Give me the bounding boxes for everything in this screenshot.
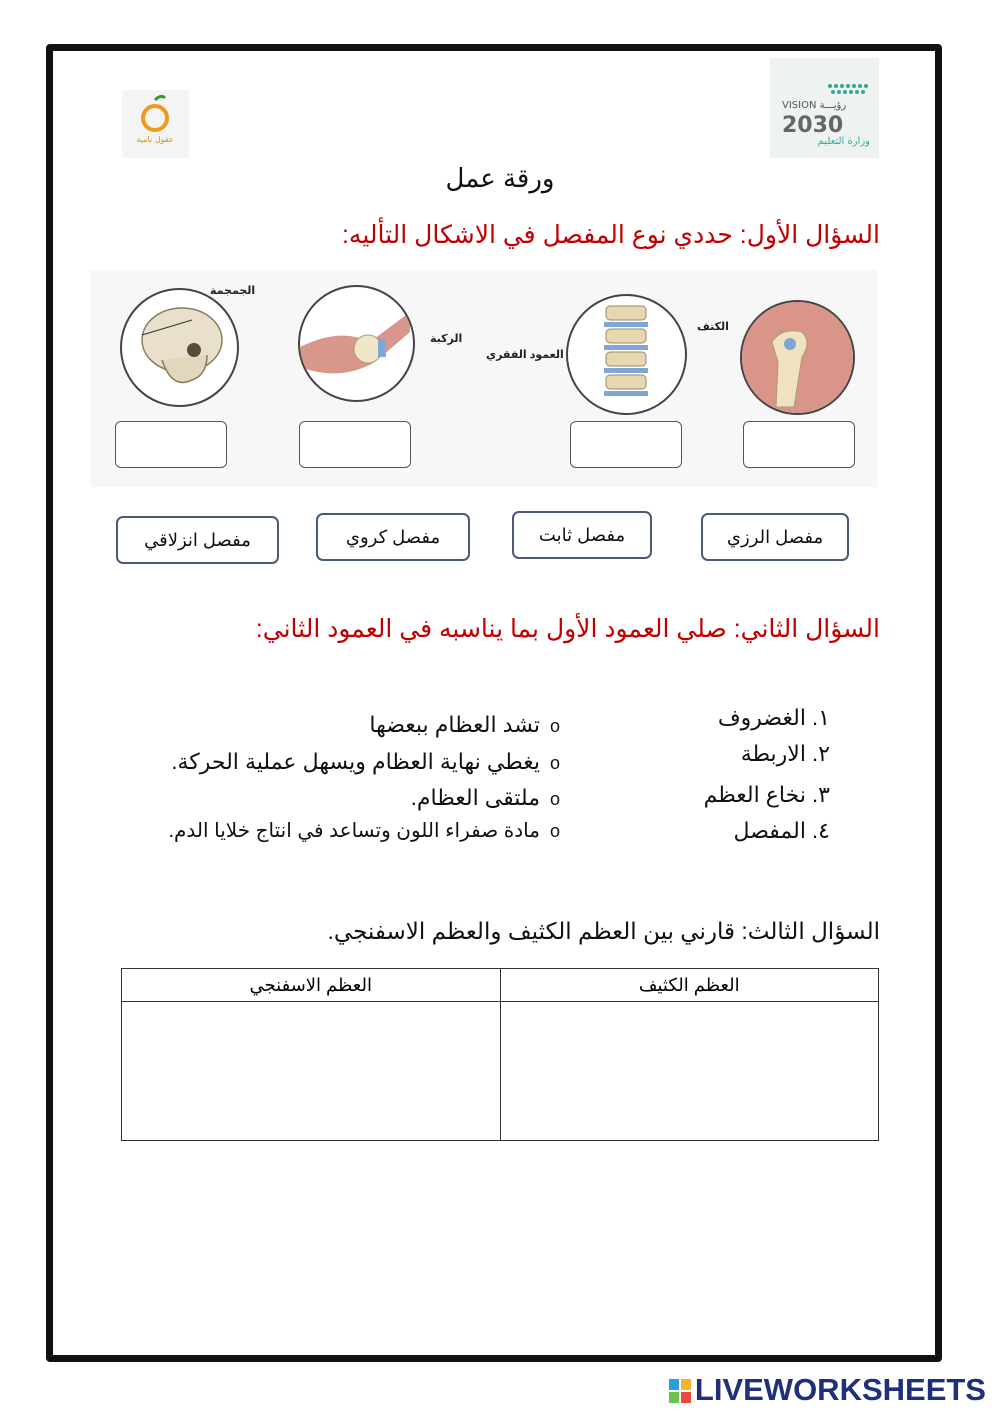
- answer-cell-compact-bone[interactable]: [500, 1002, 879, 1141]
- school-logo-text: عقول نامية: [136, 135, 174, 144]
- school-logo: [122, 90, 189, 158]
- label-spine: العمود الفقري: [486, 349, 564, 361]
- skull-image: [120, 288, 239, 407]
- bullet-icon: o: [549, 821, 560, 841]
- worksheet-title: ورقة عمل: [445, 163, 555, 193]
- joints-figure: [90, 270, 877, 487]
- vision-year: 2030: [782, 113, 844, 138]
- header-spongy-bone: العظم الاسفنجي: [122, 969, 501, 1002]
- question-2-prompt: السؤال الثاني: صلي العمود الأول بما يناسبه في العمود الثاني:: [255, 615, 880, 643]
- answer-box-spine[interactable]: [570, 421, 682, 468]
- column2-item-2: [171, 749, 560, 775]
- column1-item-4: ٤. المفصل: [733, 818, 830, 843]
- bullet-icon: o: [549, 753, 560, 773]
- brand-text: LIVEWORKSHEETS: [694, 1372, 986, 1407]
- vision-text: VISION رؤيـــة: [782, 100, 847, 111]
- question-1-prompt: السؤال الأول: حددي نوع المفصل في الاشكال التأليه:: [341, 221, 880, 249]
- ministry-text: وزارة التعليم: [817, 136, 870, 147]
- liveworksheets-logo-icon: [669, 1375, 691, 1399]
- column2-item-1: [369, 712, 560, 738]
- spine-image: [566, 294, 687, 415]
- column1-item-2: ٢. الاربطة: [740, 741, 830, 766]
- shoulder-image: [740, 300, 855, 415]
- answer-box-skull[interactable]: [115, 421, 227, 468]
- answer-cell-spongy-bone[interactable]: [122, 1002, 501, 1141]
- option-hinge-joint[interactable]: مفصل الرزي: [701, 513, 849, 561]
- column2-item-1-text: تشد العظام ببعضها: [369, 712, 540, 737]
- option-ball-joint[interactable]: مفصل كروي: [316, 513, 470, 561]
- bullet-icon: o: [549, 789, 560, 809]
- label-knee: الركبة: [430, 333, 463, 345]
- knee-image: [298, 285, 415, 402]
- option-gliding-joint[interactable]: مفصل انزلاقي: [116, 516, 279, 564]
- column2-item-3-text: ملتقى العظام.: [410, 785, 540, 810]
- column2-item-3: [411, 785, 560, 811]
- label-shoulder: الكتف: [697, 321, 729, 333]
- answer-box-shoulder[interactable]: [743, 421, 855, 468]
- liveworksheets-brand: [669, 1372, 986, 1408]
- column2-item-4-text: مادة صفراء اللون وتساعد في انتاج خلايا الدم.: [168, 820, 540, 842]
- bullet-icon: o: [549, 716, 560, 736]
- option-fixed-joint[interactable]: مفصل ثابت: [512, 511, 652, 559]
- comparison-table: [121, 968, 879, 1141]
- column2-item-2-text: يغطي نهاية العظام ويسهل عملية الحركة.: [171, 749, 540, 774]
- question-3-prompt: السؤال الثالث: قارني بين العظم الكثيف والعظم الاسفنجي.: [327, 918, 880, 944]
- header-compact-bone: العظم الكثيف: [500, 969, 879, 1002]
- column2-item-4: [168, 818, 560, 843]
- column1-item-3: ٣. نخاع العظم: [703, 782, 830, 807]
- vision-2030-logo: [770, 58, 879, 158]
- column1-item-1: ١. الغضروف: [717, 705, 830, 730]
- label-skull: الجمجمة: [210, 285, 256, 297]
- answer-box-knee[interactable]: [299, 421, 411, 468]
